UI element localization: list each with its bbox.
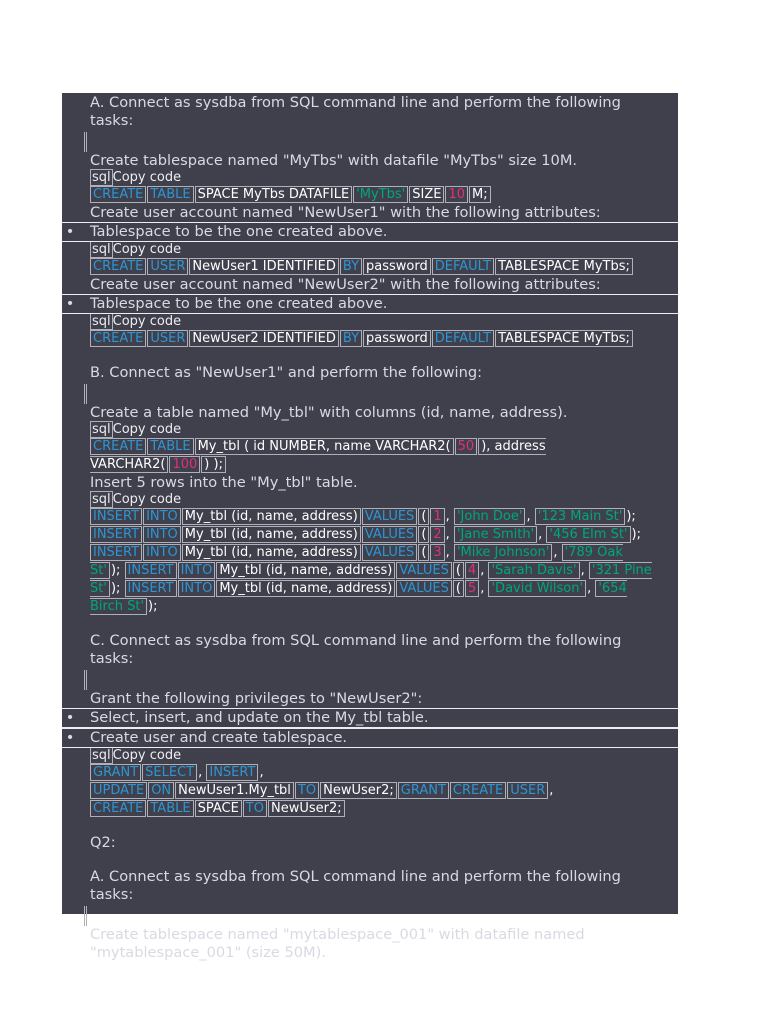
sql-text: NewUser1.My_tbl [175,782,294,799]
sql-keyword: BY [340,330,362,347]
sql-text: NewUser2 IDENTIFIED [189,330,338,347]
sql-text: ( [453,580,464,597]
spacer [62,616,678,632]
list-item [62,708,678,728]
sql-keyword: VALUES [362,544,418,561]
code-header [62,748,678,764]
sql-comma: , [480,563,485,578]
sql-keyword: USER [147,258,188,275]
sql-keyword: CREATE [90,330,146,347]
bullet: • [65,223,75,240]
sql-text: ( [418,508,429,525]
sql-string: '123 Main St' [535,508,626,525]
sql-text: password [363,330,431,347]
code-block-create-tablespace [62,186,678,204]
q2-task-create-tablespace: Create tablespace named "mytablespace_001" with datafile named "mytablespace_001" (size 50M). [90,926,585,961]
sql-text: My_tbl (id, name, address) [182,508,361,525]
code-header [62,242,678,258]
sql-text: ); [148,599,158,614]
task-insert-rows: Insert 5 rows into the "My_tbl" table. [90,474,358,491]
sql-keyword: CREATE [90,186,146,203]
list-item-text: Tablespace to be the one created above. [90,295,388,312]
sql-keyword: GRANT [90,764,141,781]
sql-keyword: INTO [143,544,181,561]
sql-keyword: TO [295,782,319,799]
sql-keyword: VALUES [396,580,452,597]
sql-text: SPACE [195,800,242,817]
bullet: • [65,729,75,746]
sql-text: ( [453,562,464,579]
sql-text: SIZE [409,186,444,203]
sql-comma: , [538,527,543,542]
sql-text: My_tbl (id, name, address) [182,544,361,561]
copy-code-button[interactable]: Copy code [112,170,182,185]
copy-code-button[interactable]: Copy code [112,748,182,763]
sql-string: 'John Doe' [454,508,526,525]
spacer [62,818,678,834]
sql-comma: , [198,765,203,780]
sql-string: 'Sarah Davis' [488,562,579,579]
sql-keyword: INSERT [206,764,258,781]
sql-number: 100 [169,456,200,473]
sql-text: ( [418,526,429,543]
copy-code-button[interactable]: Copy code [112,242,182,257]
task-grant-privileges: Grant the following privileges to "NewUser2": [90,690,423,707]
quote-bar [84,670,87,690]
sql-keyword: ON [148,782,174,799]
task-create-user1: Create user account named "NewUser1" with the following attributes: [90,204,601,221]
sql-keyword: CREATE [90,800,146,817]
sql-keyword: SELECT [142,764,197,781]
sql-comma: , [553,545,558,560]
sql-keyword: USER [147,330,188,347]
code-header [62,314,678,330]
sql-keyword: INTO [178,580,216,597]
sql-text: My_tbl ( id NUMBER, name VARCHAR2( [195,438,454,455]
sql-text: My_tbl (id, name, address) [216,562,395,579]
sql-text: M; [469,186,491,203]
sql-text: ( [418,544,429,561]
sql-keyword: VALUES [362,526,418,543]
sql-string: 'MyTbs' [353,186,408,203]
list-item [62,222,678,242]
sql-text: NewUser2; [268,800,345,817]
list-item-text: Create user and create tablespace. [90,729,348,746]
sql-keyword: INSERT [125,562,177,579]
sql-keyword: CREATE [90,258,146,275]
sql-text: TABLESPACE MyTbs; [495,330,633,347]
sql-keyword: INTO [143,526,181,543]
section-c-heading: C. Connect as sysdba from SQL command line and perform the following tasks: [90,632,622,667]
sql-keyword: INSERT [90,508,142,525]
sql-number: 5 [465,580,479,597]
sql-text: My_tbl (id, name, address) [182,526,361,543]
bullet: • [65,709,75,726]
sql-keyword: INSERT [90,526,142,543]
question-label: Q2: [90,834,116,851]
sql-text: TABLESPACE MyTbs; [495,258,633,275]
quote-bar [84,384,87,404]
sql-text: NewUser1 IDENTIFIED [189,258,338,275]
sql-text: ) ); [201,456,226,473]
task-create-user2: Create user account named "NewUser2" with the following attributes: [90,276,601,293]
sql-keyword: USER [507,782,548,799]
list-item-text: Tablespace to be the one created above. [90,223,388,240]
sql-number: 50 [455,438,478,455]
sql-number: 1 [430,508,444,525]
code-language-label: sql [92,422,111,437]
sql-keyword: VALUES [396,562,452,579]
sql-comma: , [259,765,264,780]
sql-keyword: VALUES [362,508,418,525]
sql-comma: , [587,581,592,596]
code-header [62,422,678,438]
sql-string: '321 Pine St' [90,563,652,596]
sql-keyword: DEFAULT [432,330,494,347]
sql-comma: , [445,545,450,560]
sql-keyword: CREATE [450,782,506,799]
sql-comma: , [480,581,485,596]
code-block-create-user2 [62,330,678,348]
spacer [62,852,678,868]
sql-text: My_tbl (id, name, address) [216,580,395,597]
sql-keyword: INTO [178,562,216,579]
sql-keyword: CREATE [90,438,146,455]
code-language-label: sql [92,314,111,329]
sql-comma: , [445,527,450,542]
sql-string: '456 Elm St' [546,526,630,543]
sql-keyword: INSERT [125,580,177,597]
code-header [62,492,678,508]
code-language-label: sql [92,492,111,507]
code-language-label: sql [92,748,111,763]
sql-keyword: TABLE [147,438,193,455]
sql-keyword: TO [243,800,267,817]
sql-string: 'David Wilson' [488,580,586,597]
list-item-text: Select, insert, and update on the My_tbl table. [90,709,429,726]
sql-comma: , [445,509,450,524]
task-create-tablespace: Create tablespace named "MyTbs" with datafile "MyTbs" size 10M. [90,152,578,169]
section-a-heading: A. Connect as sysdba from SQL command line and perform the following tasks: [90,94,621,129]
q2-section-a-heading: A. Connect as sysdba from SQL command line and perform the following tasks: [90,868,621,903]
sql-keyword: INTO [143,508,181,525]
sql-string: '789 Oak St' [90,545,623,578]
sql-keyword: UPDATE [90,782,147,799]
sql-number: 3 [430,544,444,561]
sql-text: ); [631,527,641,542]
sql-keyword: DEFAULT [432,258,494,275]
sql-number: 10 [445,186,468,203]
code-header [62,170,678,186]
copy-code-button[interactable]: Copy code [112,422,182,437]
sql-keyword: TABLE [147,800,193,817]
sql-number: 4 [465,562,479,579]
sql-text: ); [110,581,121,596]
sql-comma: , [526,509,531,524]
list-item [62,728,678,748]
sql-string: 'Jane Smith' [454,526,537,543]
sql-text: ); [626,509,636,524]
copy-code-button[interactable]: Copy code [112,314,182,329]
sql-text: SPACE MyTbs DATAFILE [195,186,353,203]
sql-comma: , [580,563,585,578]
section-b-heading: B. Connect as "NewUser1" and perform the following: [90,364,483,381]
sql-number: 2 [430,526,444,543]
sql-string: '654 Birch St' [90,581,627,614]
quote-bar [84,906,87,926]
code-block-create-table [62,438,678,474]
sql-comma: , [549,783,554,798]
sql-text: ), address VARCHAR2( [90,439,546,472]
document-page [62,93,678,961]
code-block-grant [62,764,678,818]
code-block-insert-rows [62,508,678,616]
code-block-create-user1 [62,258,678,276]
sql-text: NewUser2; [320,782,397,799]
sql-keyword: TABLE [147,186,193,203]
sql-text: password [363,258,431,275]
quote-bar [84,132,87,152]
sql-keyword: GRANT [398,782,449,799]
bullet: • [65,295,75,312]
task-create-table: Create a table named "My_tbl" with columns (id, name, address). [90,404,568,421]
code-language-label: sql [92,170,111,185]
spacer [62,348,678,364]
sql-keyword: BY [340,258,362,275]
sql-keyword: INSERT [90,544,142,561]
copy-code-button[interactable]: Copy code [112,492,182,507]
code-language-label: sql [92,242,111,257]
sql-text: ); [110,563,121,578]
sql-string: 'Mike Johnson' [454,544,552,561]
list-item [62,294,678,314]
